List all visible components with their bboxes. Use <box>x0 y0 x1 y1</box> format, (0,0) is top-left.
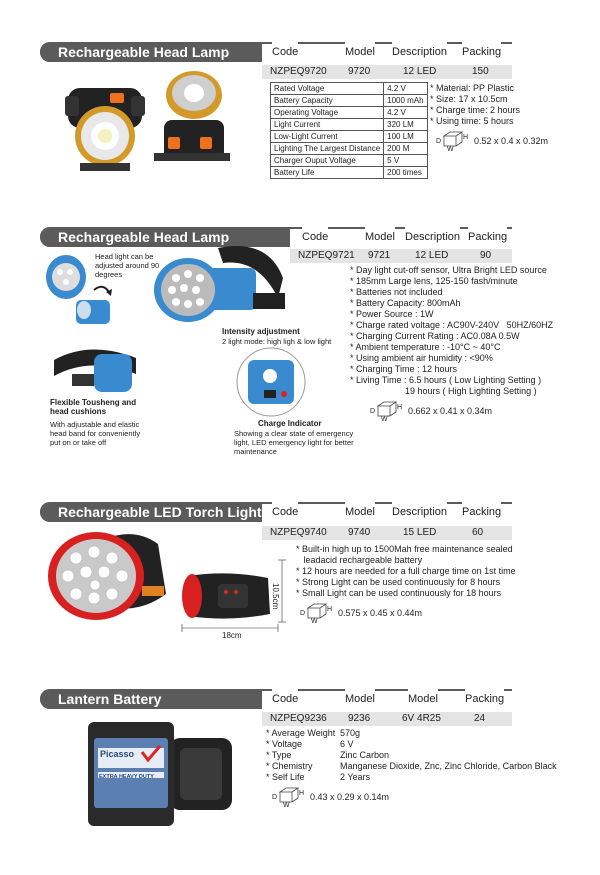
section-3-header <box>262 502 512 522</box>
bullet-item: * Living Time : 6.5 hours ( Low Lighting Setting ) <box>350 375 542 385</box>
section-3-title <box>40 502 262 522</box>
bullet-item: leadacid rechargeable battery <box>296 555 423 565</box>
value-code: NZPEQ9720 <box>270 66 327 77</box>
spec-label: * Voltage <box>266 739 303 749</box>
lantern-battery-image <box>84 716 236 828</box>
header-packing: Packing <box>462 42 501 62</box>
battery-brand-label: Picasso <box>100 749 135 759</box>
bullet-item: * Charging Time : 12 hours <box>350 364 458 374</box>
section-1-title <box>40 42 255 62</box>
dimensions-text: 0.52 x 0.4 x 0.32m <box>474 136 549 146</box>
header-code: Code <box>272 502 298 522</box>
torch-height-label: 10.5cm <box>271 583 280 610</box>
spec-value: Manganese Dioxide, Znc, Zinc Chloride, Carbon Black <box>340 761 557 771</box>
section-3-bullets <box>296 544 516 599</box>
bullet-item: * Size: 17 x 10.5cm <box>430 94 508 104</box>
charge-indicator-image <box>236 346 306 418</box>
header-model: Model <box>365 227 395 247</box>
spec-row <box>271 107 428 119</box>
spec-row <box>271 83 428 95</box>
value-packing: 150 <box>472 66 489 77</box>
spec-value: 100 LM <box>384 131 427 143</box>
value-model-2: 6V 4R25 <box>402 713 441 724</box>
bullet-item: * 12 hours are needed for a full charge time on 1st time <box>296 566 516 576</box>
value-description: 12 LED <box>415 250 449 261</box>
dim-letter-d: D <box>370 408 376 415</box>
spec-label: Rated Voltage <box>271 83 384 95</box>
spec-row <box>266 772 566 783</box>
spec-row <box>271 119 428 131</box>
intensity-text: 2 light mode: high ligh & low light <box>222 337 332 346</box>
header-packing: Packing <box>465 689 504 709</box>
head-lamp-9721-main-image <box>148 238 288 328</box>
section-title: Rechargeable Head Lamp <box>40 42 269 62</box>
header-model: Model <box>345 502 375 522</box>
spec-label: Operating Voltage <box>271 107 384 119</box>
value-code: NZPEQ9740 <box>270 527 327 538</box>
value-description: 15 LED <box>403 527 437 538</box>
header-model: Model <box>345 689 375 709</box>
charge-indicator-title: Charge Indicator <box>258 419 322 428</box>
section-1-dimensions <box>436 128 556 154</box>
header-description: Description <box>392 502 447 522</box>
intensity-title: Intensity adjustment <box>222 327 300 336</box>
spec-label: Charger Ouput Voltage <box>271 155 384 167</box>
header-packing: Packing <box>462 502 501 522</box>
torch-width-label: 18cm <box>222 631 242 640</box>
dim-letter-h: H <box>397 404 403 411</box>
section-2-bullets <box>350 265 553 397</box>
spec-row <box>271 155 428 167</box>
dim-letter-d: D <box>300 610 306 617</box>
spec-label: * Average Weight <box>266 728 336 738</box>
section-1-spec-table <box>270 82 428 179</box>
bullet-item: * Charge rated voltage : AC90V-240V 50HZ/60HZ <box>350 320 554 330</box>
section-1-value-row <box>262 65 512 79</box>
header-code: Code <box>272 689 298 709</box>
spec-value: 570g <box>340 728 361 738</box>
bullet-item: * Ambient temperature : -10°C ~ 40°C <box>350 342 501 352</box>
flexible-text: With adjustable and elastic head band for conveniently put on or take off <box>50 420 141 447</box>
spec-label: * Self Life <box>266 772 305 782</box>
spec-value: Zinc Carbon <box>340 750 390 760</box>
spec-row <box>271 167 428 179</box>
bullet-item: * Built-in high up to 1500Mah free maintenance sealed <box>296 544 513 554</box>
dim-letter-w: W <box>381 416 388 423</box>
dim-letter-d: D <box>272 794 278 801</box>
bullet-item: * 185mm Large lens, 125-150 fash/minute <box>350 276 518 286</box>
bullet-item: * Using time: 5 hours <box>430 116 514 126</box>
spec-value: 5 V <box>384 155 427 167</box>
value-model: 9740 <box>348 527 371 538</box>
spec-value: 200 times <box>384 167 427 179</box>
value-code: NZPEQ9236 <box>270 713 327 724</box>
section-4-specs <box>266 728 566 783</box>
spec-row <box>271 131 428 143</box>
spec-value: 4.2 V <box>384 83 427 95</box>
dim-letter-w: W <box>311 618 318 625</box>
spec-row <box>266 739 566 750</box>
section-2-value-row <box>290 249 512 263</box>
dim-letter-h: H <box>463 134 469 141</box>
section-title: Lantern Battery <box>40 689 269 709</box>
section-2-header <box>290 227 512 247</box>
dim-letter-d: D <box>436 138 442 145</box>
section-4-value-row <box>262 712 512 726</box>
section-3-value-row <box>262 526 512 540</box>
head-lamp-9721-back-image <box>50 340 140 398</box>
spec-value: 4.2 V <box>384 107 427 119</box>
spec-row <box>266 750 566 761</box>
section-3-dimensions <box>300 600 440 626</box>
spec-label: Low-Light Current <box>271 131 384 143</box>
spec-value: 6 V <box>340 739 354 749</box>
header-code: Code <box>302 227 328 247</box>
section-1-bullets <box>430 83 520 127</box>
spec-label: Battery Capacity <box>271 95 384 107</box>
bullet-item: 19 hours ( High Lighting Setting ) <box>350 386 537 396</box>
spec-value: 1000 mAh <box>384 95 427 107</box>
spec-value: 200 M <box>384 143 427 155</box>
dimensions-text: 0.43 x 0.29 x 0.14m <box>310 792 390 802</box>
head-lamp-9720-side-image <box>150 65 235 170</box>
spec-value: 320 LM <box>384 119 427 131</box>
section-4-header <box>262 689 512 709</box>
bullet-item: * Strong Light can be used continuously for 8 hours <box>296 577 501 587</box>
value-packing: 90 <box>480 250 492 261</box>
charge-indicator-text: Showing a clear state of emergency light, LED emergency light for better maintenance <box>234 429 354 456</box>
spec-label: Lighting The Largest Distance <box>271 143 384 155</box>
head-light-note: Head light can be adjusted around 90 degrees <box>95 252 160 279</box>
header-model: Model <box>345 42 375 62</box>
spec-label: * Chemistry <box>266 761 313 771</box>
value-packing: 24 <box>474 713 486 724</box>
spec-row <box>266 761 566 772</box>
section-title: Rechargeable LED Torch Light <box>40 502 269 522</box>
spec-label: Light Current <box>271 119 384 131</box>
value-model: 9721 <box>368 250 391 261</box>
value-model: 9720 <box>348 66 371 77</box>
spec-value: 2 Years <box>340 772 371 782</box>
dimensions-text: 0.662 x 0.41 x 0.34m <box>408 406 493 416</box>
dimensions-text: 0.575 x 0.45 x 0.44m <box>338 608 423 618</box>
bullet-item: * Charge time: 2 hours <box>430 105 521 115</box>
spec-label: Battery Life <box>271 167 384 179</box>
header-description: Description <box>392 42 447 62</box>
section-2-dimensions <box>370 398 510 424</box>
section-1-header <box>262 42 512 62</box>
header-packing: Packing <box>468 227 507 247</box>
value-packing: 60 <box>472 527 484 538</box>
header-description: Description <box>405 227 460 247</box>
bullet-item: * Material: PP Plastic <box>430 83 514 93</box>
bullet-item: * Charging Current Rating : AC0.08A 0.5W <box>350 331 520 341</box>
header-code: Code <box>272 42 298 62</box>
value-description: 12 LED <box>403 66 437 77</box>
bullet-item: * Battery Capacity: 800mAh <box>350 298 461 308</box>
value-model: 9236 <box>348 713 371 724</box>
head-lamp-9720-front-image <box>60 68 150 173</box>
spec-row <box>271 143 428 155</box>
bullet-item: * Small Light can be used continuously for 18 hours <box>296 588 502 598</box>
torch-light-front-image <box>46 524 174 622</box>
spec-row <box>266 728 566 739</box>
bullet-item: * Using ambient air humidity : <90% <box>350 353 493 363</box>
spec-label: * Type <box>266 750 292 760</box>
spec-row <box>271 95 428 107</box>
bullet-item: * Day light cut-off sensor, Ultra Bright LED source <box>350 265 547 275</box>
section-4-dimensions <box>272 784 412 810</box>
dim-letter-h: H <box>327 606 333 613</box>
dim-letter-w: W <box>283 802 290 809</box>
bullet-item: * Batteries not included <box>350 287 443 297</box>
flexible-title: Flexible Tousheng and head cushions <box>50 398 137 416</box>
dim-letter-h: H <box>299 790 305 797</box>
section-4-title <box>40 689 255 709</box>
section-title: Rechargeable Head Lamp <box>40 227 269 247</box>
header-model-2: Model <box>408 689 438 709</box>
dim-letter-w: W <box>447 146 454 153</box>
value-code: NZPEQ9721 <box>298 250 355 261</box>
bullet-item: * Power Source : 1W <box>350 309 434 319</box>
battery-duty-label: EXTRA HEAVY DUTY <box>99 774 154 780</box>
